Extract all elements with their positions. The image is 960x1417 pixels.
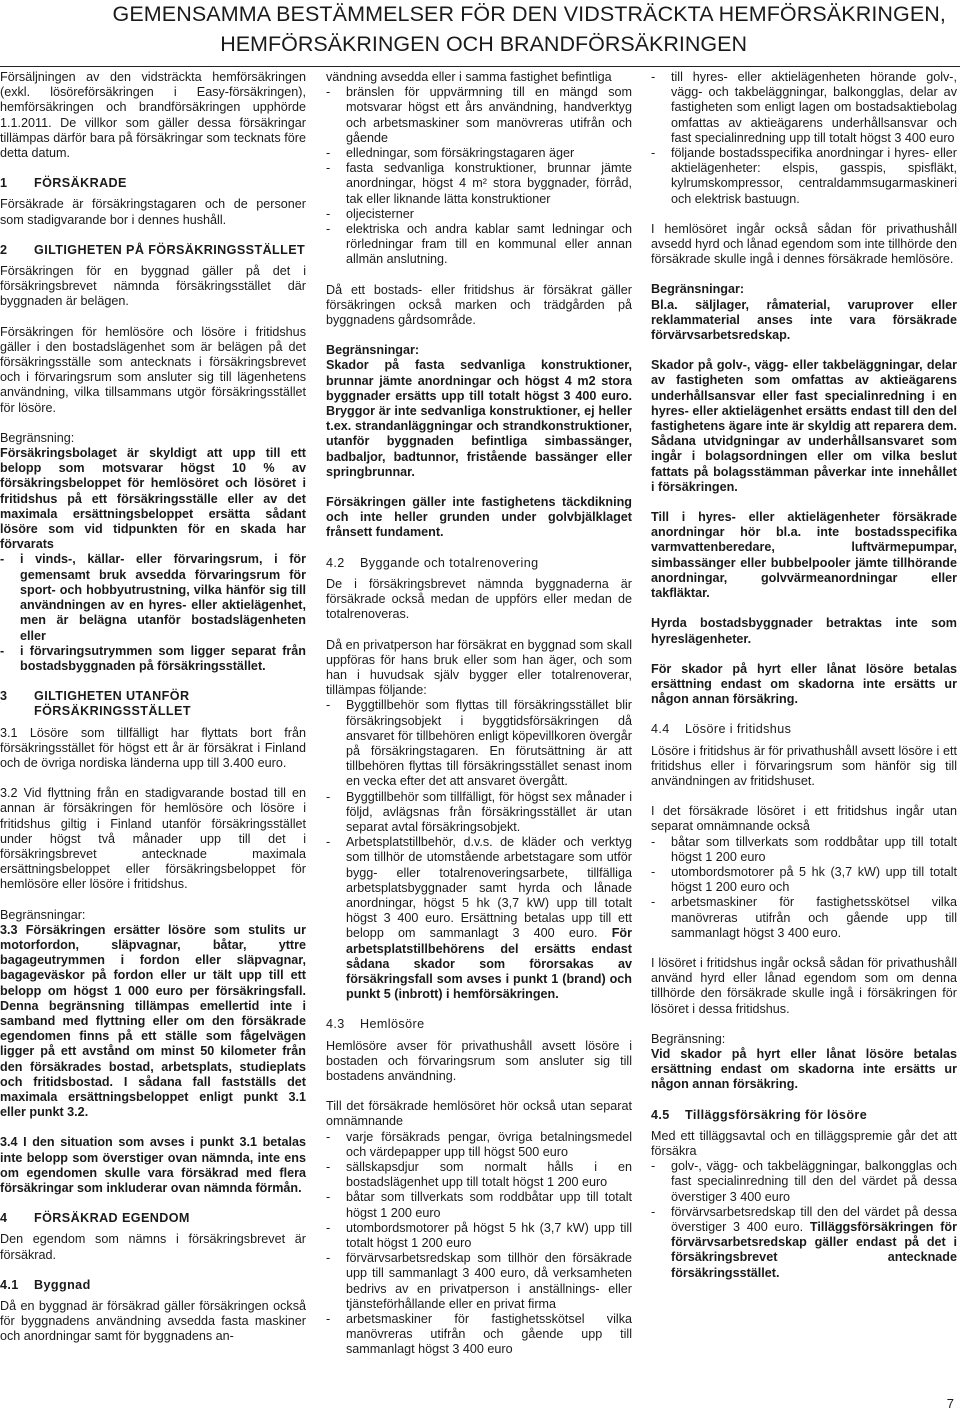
limit-label: Begränsningar: [651, 282, 745, 297]
limit-text-5: För skador på hyrt eller lånat lösöre betalas ersättning endast om skadorna inte ersätts ur någon annan försäkring. [651, 661, 957, 707]
list-item: - förvärvsarbetsredskap som tillhör den försäkrade upp till sammanlagt 3 400 euro, då verksamheten bedrivs av en privatperson i anställnings- eller tjänsteförhållande eller en privat firma [326, 1251, 632, 1311]
section-3-3: 3.3 Försäkringen ersätter lösöre som stulits ur motorfordon, släpvagnar, båtar, yttre bagageutrymmen i fordon eller släpvagnar, bagageväskor på fordon eller ur tält upp till ett belopp om högst 1 000 euro per försäkringsfall. Denna begränsning tillämpas emellertid inte i samband med flyttning eller om den försäkrade egendomen finns på ett ställe som fågelvägen ligger på ett avstånd om minst 50 kilometer från den försäkrades bostad, arbetsplats, studieplats och fritidsbostad. I sådana fall fastställs det maximala ersättningsbeloppet enligt punkt 3.1 eller punkt 3.2. [0, 922, 306, 1120]
list-item: - sällskapsdjur som normalt hålls i en bostadslägenhet upp till totalt högst 1 200 euro [326, 1160, 632, 1190]
list-item: - i vinds-, källar- eller förvaringsrum, i för gemensamt bruk avsedda förvaringsrum för sport- och hobbyutrustning, vilka hänför sig till användningen av en hyres- eller aktielägenhet, men är belägna utanför bostadslägenheten eller [0, 552, 306, 643]
section-4-3-text-2: Till det försäkrade hemlösöret hör också utan separat omnämnande [326, 1099, 632, 1129]
section-3-heading [0, 689, 306, 719]
section-title: FÖRSÄKRADE [34, 176, 127, 191]
section-number: 4.3 [326, 1017, 345, 1032]
list-item: - elledningar, som försäkringstagaren äger [326, 146, 575, 161]
section-4-5-heading [651, 1108, 957, 1123]
section-4-text: Den egendom som nämns i försäkringsbrevet är försäkrad. [0, 1232, 306, 1262]
limit-text-3: Till i hyres- eller aktielägenheter försäkrade anordningar hör bl.a. inte bostadsspecifika varmvattenberedare, luftvärmepumpar, simbassänger eller bubbelpooler jämte tillhörande anordningar, golvvärmeanordningar eller takfläktar. [651, 510, 957, 601]
section-number: 4.5 [651, 1107, 670, 1122]
section-3-1: 3.1 Lösöre som tillfälligt har flyttats bort från försäkringsstället för högst ett år är försäkrat i Finland och de övriga nordiska länderna upp till 3.400 euro. [0, 725, 306, 770]
limit-text-4: Hyrda bostadsbyggnader betraktas inte som hyreslägenheter. [651, 616, 957, 646]
column-3 [651, 70, 957, 1296]
section-3-4: 3.4 I den situation som avses i punkt 3.1 betalas inte belopp som överstiger ovan nämnda, inte ens om egendomen skulle vara försäkrad med flera försäkringar som inkluderar ovan nämnda förmån. [0, 1135, 306, 1195]
bostad-paragraph: Då ett bostads- eller fritidshus är försäkrat gäller försäkringen också marken och trädgården på byggnadens gårdsområde. [326, 282, 632, 328]
continued-text: vändning avsedda eller i samma fastighet befintliga [326, 70, 612, 84]
page-number: 7 [946, 1396, 954, 1411]
intro-paragraph: Försäljningen av den vidsträckta hemförsäkringen (exkl. lösöreförsäkringen i Easy-försäkringen), hemförsäkringen och brandförsäkringen upphörde 1.1.2011. De villkor som gäller dessa försäkringar tillämpas därför bara på försäkringar som tecknats före detta datum. [0, 70, 306, 161]
list-item: - till hyres- eller aktielägenheten hörande golv-, vägg- och takbeläggningar, balkongglas, delar av fastigheten som enligt lagen om bostadsaktiebolag omfattas av aktieägarens underhållsansvar och fast specialinredning upp till totalt högst 3 400 euro [651, 70, 957, 145]
section-2-text-2: Försäkringen för hemlösöre och lösöre i fritidshus gäller i den bostadslägenhet som är belägen på det försäkringsställe som antecknats i försäkringsbrevet och i förvaringsrum som ansluter sig till lägenhetens användning, vilka tillsammans utgör försäkringsstället för lösöre. [0, 324, 306, 415]
section-4-5-text: Med ett tilläggsavtal och en tilläggspremie går det att försäkra [651, 1128, 957, 1158]
list-item: - utombordsmotorer på högst 5 hk (3,7 kW) upp till totalt högst 1 200 euro [326, 1220, 632, 1251]
section-4-2-text-1: De i försäkringsbrevet nämnda byggnaderna är försäkrade också medan de uppförs eller medan de totalrenoveras. [326, 576, 632, 622]
limit-text: Försäkringsbolaget är skyldigt att upp till ett belopp som motsvarar högst 10 % av försäkringsbeloppet för hemlösöret och lösöret i fritidshus på ett försäkringsställe eller av det maximala ersättningsbeloppet ersätta sådant lösöre som vid tidpunkten för en skada har förvarats [0, 446, 306, 552]
section-title: GILTIGHETEN UTANFÖR FÖRSÄKRINGSSTÄLLET [34, 689, 191, 719]
limit-text-1: Skador på fasta sedvanliga konstruktioner, brunnar jämte anordningar och högst 4 m2 stora byggnader ersätts upp till totalt högst 3 400 euro. Bryggor är inte sedvanliga konstruktioner, ej heller t.ex. strandanläggningar och strandkonstruktioner, utanför byggnaden befintliga simbassänger, badbaljor, badtunnor, fristående bassänger eller springbrunnar. [326, 358, 632, 479]
section-title: Hemlösöre [360, 1017, 425, 1032]
limit-text: Vid skador på hyrt eller lånat lösöre betalas ersättning endast om skadorna inte ersätts ur någon annan försäkring. [651, 1046, 957, 1092]
list-item: - fasta sedvanliga konstruktioner, brunnar jämte anordningar, högst 4 m² stora byggnader, förråd, tak eller liknande lätta konstruktioner [326, 161, 632, 206]
limit-text-1: Bl.a. säljlager, råmaterial, varuprover eller reklammaterial anses inte vara försäkrade förvärvsarbetsredskap. [651, 297, 957, 343]
page-title-line1: GEMENSAMMA BESTÄMMELSER FÖR DEN VIDSTRÄCKTA HEMFÖRSÄKRINGEN, [112, 2, 946, 26]
section-number: 2 [0, 242, 8, 257]
section-title: Lösöre i fritidshus [685, 722, 792, 737]
section-title: FÖRSÄKRAD EGENDOM [34, 1211, 190, 1226]
page-title-line2: HEMFÖRSÄKRINGEN OCH BRANDFÖRSÄKRINGEN [220, 32, 747, 56]
lagenhet-list [651, 70, 957, 207]
limit-label: Begränsningar: [326, 343, 420, 358]
limit-list [0, 552, 306, 674]
section-3-2: 3.2 Vid flyttning från en stadigvarande bostad till en annan är försäkringen för hemlösöre och lösöre i fritidshus giltig i Finland utanför försäkringsstället under högst två månader upp till det i försäkringsbrevet antecknade maximala ersättningsbeloppet eller försäkringsbeloppet för hemlösöre eller lösöre i fritidshus. [0, 786, 306, 892]
limit-label: Begränsningar: [0, 907, 86, 922]
list-item: - varje försäkrads pengar, övriga betalningsmedel och värdepapper upp till högst 500 euro [326, 1129, 632, 1159]
section-4-heading [0, 1211, 306, 1226]
column-2 [326, 70, 632, 1373]
bold-note: Tilläggsförsäkringen för förvärvsarbetsredskap gäller endast på det i försäkringsbrevet antecknade försäkringsstället. [671, 1220, 957, 1280]
list-item: - i förvaringsutrymmen som ligger separat från bostadsbyggnaden på försäkringsstället. [0, 643, 306, 673]
section-4-4-heading [651, 722, 957, 737]
limit-label: Begränsning: [651, 1031, 726, 1046]
list-item: - förvärvsarbetsredskap till den del värdet på dessa överstiger 3 400 euro. Tilläggsförsäkringen för förvärvsarbetsredskap gäller endast på det i försäkringsbrevet antecknade försäkringsstället. [651, 1204, 957, 1280]
list-item: - Byggtillbehör som tillfälligt, för högst sex månader i följd, avlägsnas från försäkringsstället är utan separat avtal försäkringsobjekt. [326, 789, 632, 834]
column-1 [0, 70, 306, 1345]
section-4-1-text: Då en byggnad är försäkrad gäller försäkringen också för byggnadens användning avsedda fasta maskiner och anordningar samt för byggnadens an- [0, 1299, 306, 1344]
list-item: - arbetsmaskiner för fastighetsskötsel vilka manövreras utifrån och gående upp till sammanlagt högst 3 400 euro. [651, 895, 957, 940]
section-title: GILTIGHETEN PÅ FÖRSÄKRINGSSTÄLLET [34, 242, 306, 257]
fritidshus-paragraph: I lösöret i fritidshus ingår också sådan för privathushåll använd hyrd eller lånad egendom som om denna tillhörde den försäkrade skulle ingå i försäkringen för lösöret i dessa fritidshus. [651, 955, 957, 1016]
section-1-text: Försäkrade är försäkringstagaren och de personer som stadigvarande bor i dennes hushåll. [0, 197, 306, 227]
section-1-heading [0, 176, 306, 191]
section-number: 1 [0, 176, 8, 191]
section-number: 4.4 [651, 722, 670, 737]
list-item: - båtar som tillverkats som roddbåtar upp till totalt högst 1 200 euro [326, 1190, 632, 1220]
section-2-text-1: Försäkringen för en byggnad gäller på det i försäkringsbrevet nämnda försäkringsstället där byggnaden är belägen. [0, 264, 306, 309]
section-4-4-text-1: Lösöre i fritidshus är för privathushåll avsett lösöre i ett fritidshus eller i förvaringsrum som hänför sig till användningen av fritidshuset. [651, 743, 957, 788]
list-item: - Arbetsplatstillbehör, d.v.s. de kläder och verktyg som tillhör de utomstående arbetstagare som utför bygg- eller totalrenoveringsarbete, tillfälliga arbetsplatsbyggnader samt hyrda och lånade anordningar, högst 5 hk (3,7 kW) upp till totalt högst 3 400 euro. Ersättning betalas upp till ett belopp om sammanlagt 3 400 euro. För arbetsplatstillbehörens del ersätts endast sådana skador som förorsakas av försäkringsfall som avses i punkt 1 (brand) och punkt 5 (inbrott) i hemförsäkringen. [326, 835, 633, 1002]
section-4-3-text-1: Hemlösöre avser för privathushåll avsett lösöre i bostaden och förvaringsrum som ansluter sig till bostadens användning. [326, 1038, 632, 1083]
section-4-4-text-2: I det försäkrade lösöret i ett fritidshus ingår utan separat omnämnande också [651, 804, 957, 834]
list-item: - båtar som tillverkats som roddbåtar upp till totalt högst 1 200 euro [651, 834, 957, 864]
list-item: - Byggtillbehör som flyttas till försäkringsstället blir försäkringsobjekt i byggtidsförsäkringen då ansvaret för tillbehören enligt köpevillkoren övergår på försäkringstagaren. En förutsättning är att tillbehören flyttas till försäkringsstället senast inom en vecka efter det att ansvaret övergått. [326, 698, 632, 789]
list-item: - oljecisterner [326, 206, 414, 221]
section-number: 3 [0, 689, 8, 704]
page-header [0, 0, 960, 67]
section-number: 4.1 [0, 1277, 19, 1292]
limit-label: Begränsning: [0, 430, 75, 445]
section-number: 4.2 [326, 555, 345, 570]
list-item: - följande bostadsspecifika anordningar i hyres- eller aktielägenheter: elspis, gasspis, spisfläkt, kylrumskompressor, centraldammsugarmaskineri och elektrisk bastuugn. [651, 146, 957, 206]
construction-list [326, 698, 632, 1002]
section-2-heading [0, 243, 306, 258]
section-title: Tilläggsförsäkring för lösöre [685, 1107, 868, 1122]
tillagg-list [651, 1159, 957, 1281]
section-4-3-heading [326, 1017, 632, 1032]
hemlosore-list [326, 1130, 632, 1358]
hyrd-paragraph: I hemlösöret ingår också sådan för privathushåll avsedd hyrd och lånad egendom som inte tillhörde den försäkrade skulle ingå i dennes försäkrade hemlösöre. [651, 221, 957, 267]
limit-text-2: Försäkringen gäller inte fastighetens täckdikning och inte heller grunden under golvbjälklaget frånsett fundament. [326, 495, 632, 540]
section-4-2-heading [326, 556, 632, 571]
section-title: Byggande och totalrenovering [360, 555, 539, 570]
section-number: 4 [0, 1211, 8, 1226]
limit-text-2: Skador på golv-, vägg- eller takbeläggningar, delar av fastigheten som omfattas av aktieägarens underhållsansvar eller fast specialinredning i en hyres- eller aktielägenhet ersätts endast till den del fastighetens ägare inte är skyldig att reparera dem. Sådana utvidgningar av underhållsansvaret som ingår i bolagsordningen eller om vilka beslut fattats på bolagsstämman påverkar inte innehållet i försäkringen. [651, 358, 957, 494]
list-item: - golv-, vägg- och takbeläggningar, balkongglas och fast specialinredning till den del värdet på dessa överstiger 3 400 euro [651, 1159, 957, 1204]
list-item: - elektriska och andra kablar samt ledningar och rörledningar fram till en kommunal eller annan allmän anslutning. [326, 222, 632, 267]
property-list [326, 85, 632, 267]
section-4-1-heading [0, 1278, 306, 1293]
list-item: - arbetsmaskiner för fastighetsskötsel vilka manövreras utifrån och gående upp till sammanlagt högst 3 400 euro [326, 1312, 632, 1357]
list-item: - bränslen för uppvärmning till en mängd som motsvarar högst ett års användning, handverktyg och arbetsmaskiner som manövreras utifrån och gående [326, 85, 632, 145]
section-title: Byggnad [34, 1277, 91, 1292]
section-4-2-text-2: Då en privatperson har försäkrat en byggnad som skall uppföras för hans bruk eller som han äger, och som han i huvudsak själv bygger eller totalrenoverar, tillämpas följande: [326, 637, 632, 698]
bold-note: För arbetsplatstillbehörens del ersätts endast sådana skador som förorsakas av försäkringsfall som avses i punkt 1 (brand) och punkt 5 (inbrott) i hemförsäkringen. [346, 926, 633, 1002]
fritidshus-list [651, 835, 957, 941]
list-item: - utombordsmotorer på 5 hk (3,7 kW) upp till totalt högst 1 200 euro och [651, 864, 957, 895]
